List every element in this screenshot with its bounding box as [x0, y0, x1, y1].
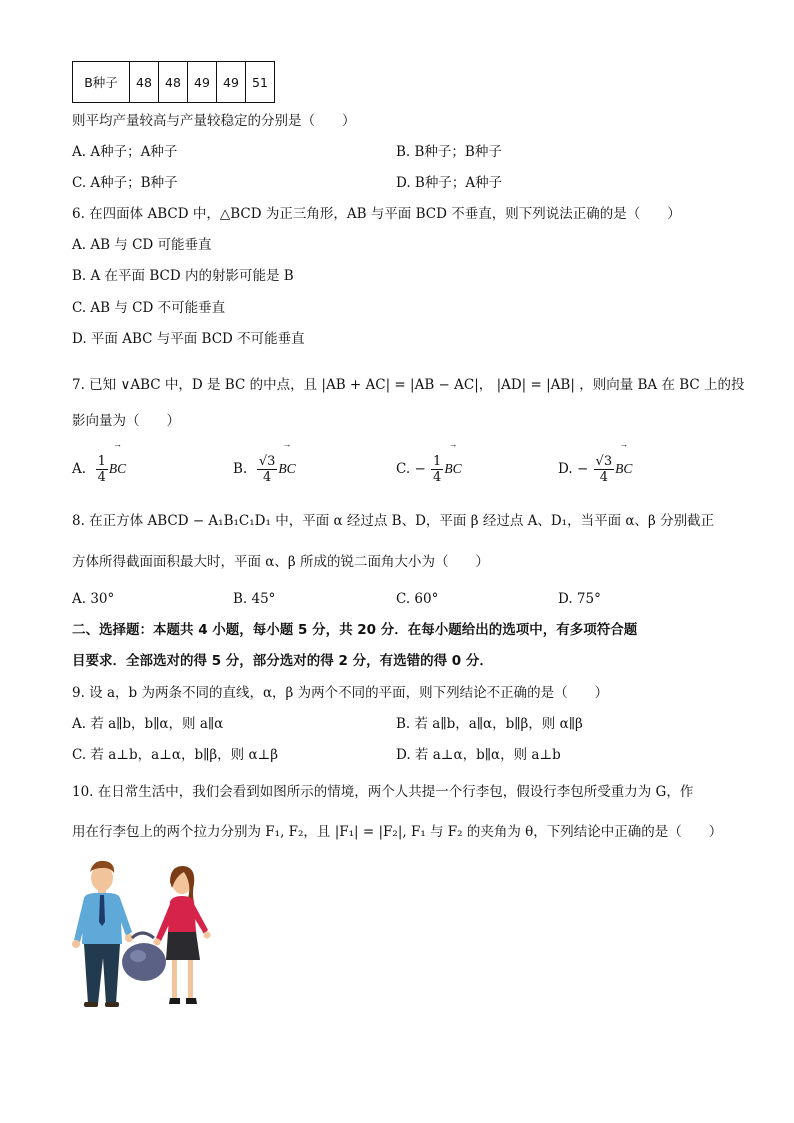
q7-stem-b: ，则向量 BA 在 BC 上的投: [579, 377, 745, 393]
q8-stem-line1: 8. 在正方体 ABCD − A₁B₁C₁D₁ 中，平面 α 经过点 B、D，平面 β 经过点 A、D₁，当平面 α、β 分别截正: [72, 513, 715, 529]
table-label-cell: B种子: [73, 62, 130, 103]
q9-stem: 9. 设 a，b 为两条不同的直线，α，β 为两个不同的平面，则下列结论不正确的是（ ）: [72, 685, 609, 701]
q10-stem-line2: 用在行李包上的两个拉力分别为 F₁, F₂，且 |F₁| = |F₂|, F₁ 与 F₂ 的夹角为 θ，下列结论中正确的是（ ）: [72, 824, 723, 840]
q7-option-b: B. $\frac{√3}{4}$ → BC: [233, 450, 296, 488]
q5-option-d: D. B种子；A种子: [396, 175, 503, 191]
q9-option-b: B. 若 a∥b，a∥α，b∥β，则 α∥β: [396, 716, 583, 732]
q6-option-a: A. AB 与 CD 可能垂直: [72, 237, 212, 253]
q7-stem-a: 7. 已知 ∨ABC 中，D 是 BC 的中点，且: [72, 377, 318, 393]
q7-option-d: D. − $\frac{√3}{4}$ → BC: [558, 450, 632, 488]
vector-bc: → BC: [444, 450, 461, 488]
man-figure: [72, 861, 133, 1007]
q6-option-c: C. AB 与 CD 不可能垂直: [72, 300, 226, 316]
q10-stem-line1: 10. 在日常生活中，我们会看到如图所示的情境，两个人共提一个行李包，假设行李包所受重力为 G，作: [72, 784, 694, 800]
woman-figure: [154, 866, 211, 1004]
q5-option-c: C. A种子；B种子: [72, 175, 178, 191]
fraction: $\frac{√3}{4}$: [258, 454, 276, 485]
fraction: $\frac{1}{4}$: [433, 454, 442, 485]
vector-bc: → BC: [278, 450, 295, 488]
q5-stem: 则平均产量较高与产量较稳定的分别是（ ）: [72, 113, 356, 129]
q8-option-a: A. 30°: [72, 591, 115, 607]
q5-option-a: A. A种子；A种子: [72, 144, 178, 160]
table-cell: 48: [130, 62, 159, 103]
table-cell: 51: [246, 62, 275, 103]
q5-option-b: B. B种子；B种子: [396, 144, 502, 160]
vector-bc: → BC: [109, 450, 126, 488]
two-people-carrying-bag-illustration: [66, 858, 226, 1010]
q8-stem-line2: 方体所得截面面积最大时，平面 α、β 所成的锐二面角大小为（ ）: [72, 554, 490, 570]
q9-option-a: A. 若 a∥b，b∥α，则 a∥α: [72, 716, 224, 732]
q7-option-c: C. − $\frac{1}{4}$ → BC: [396, 450, 462, 488]
q9-option-d: D. 若 a⊥α，b∥α，则 a⊥b: [396, 747, 561, 763]
q7-option-a: A. $\frac{1}{4}$ → BC: [72, 450, 126, 488]
q8-option-c: C. 60°: [396, 591, 439, 607]
q7-vector-equation-1: |AB + AC| = |AB − AC|: [321, 377, 479, 393]
q9-option-c: C. 若 a⊥b，a⊥α，b∥β，则 α⊥β: [72, 747, 279, 763]
section-2-heading-line1: 二、选择题：本题共 4 小题，每小题 5 分，共 20 分．在每小题给出的选项中，有多项符合题: [72, 622, 638, 638]
q6-stem: 6. 在四面体 ABCD 中，△BCD 为正三角形，AB 与平面 BCD 不垂直，则下列说法正确的是（ ）: [72, 206, 681, 222]
q6-option-d: D. 平面 ABC 与平面 BCD 不可能垂直: [72, 331, 305, 347]
table-cell: 48: [159, 62, 188, 103]
vector-bc: → BC: [615, 450, 632, 488]
q7-stem-line2: 影向量为（ ）: [72, 413, 180, 429]
fraction: $\frac{√3}{4}$: [595, 454, 613, 485]
q8-option-b: B. 45°: [233, 591, 276, 607]
section-2-heading-line2: 目要求．全部选对的得 5 分，部分选对的得 2 分，有选错的得 0 分．: [72, 653, 493, 669]
q8-option-d: D. 75°: [558, 591, 601, 607]
q7-vector-equation-2: |AD| = |AB|: [496, 377, 575, 393]
table-cell: 49: [188, 62, 217, 103]
seed-table: [72, 61, 275, 103]
q6-option-b: B. A 在平面 BCD 内的射影可能是 B: [72, 268, 294, 284]
table-cell: 49: [217, 62, 246, 103]
fraction: $\frac{1}{4}$: [97, 454, 106, 485]
q7-stem-line1: 7. 已知 ∨ABC 中，D 是 BC 的中点，且 |AB + AC| = |AB − AC|， |AD| = |AB| ，则向量 BA 在 BC 上的投: [72, 377, 745, 393]
table-row: [73, 62, 275, 103]
